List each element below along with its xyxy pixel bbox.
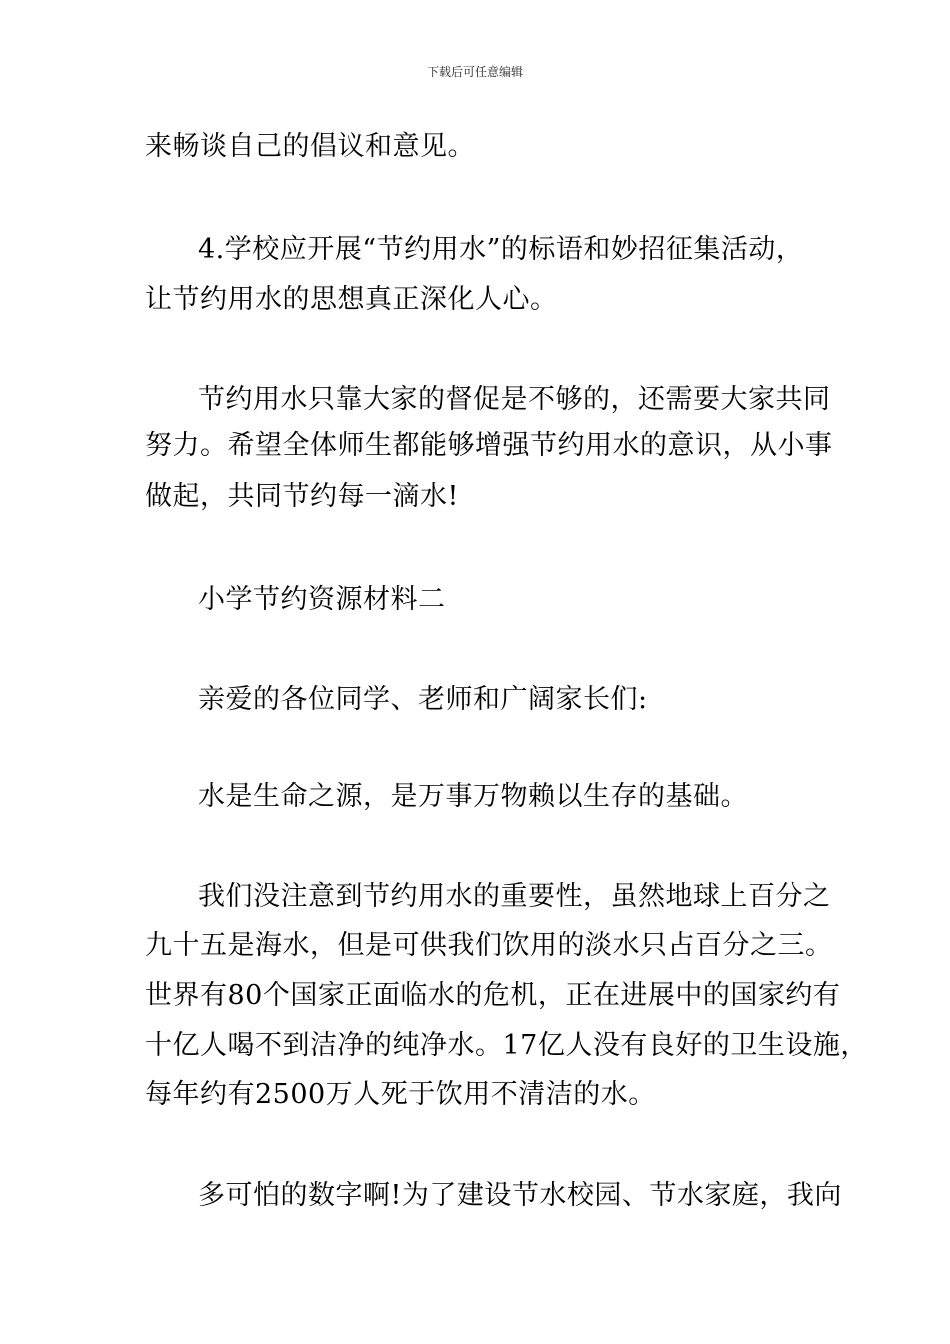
section-heading: 小学节约资源材料二 xyxy=(198,584,446,615)
text-line: 让节约用水的思想真正深化人心。 xyxy=(145,284,558,315)
text-line: 我们没注意到节约用水的重要性，虽然地球上百分之 xyxy=(198,881,831,912)
text-line: 九十五是海水，但是可供我们饮用的淡水只占百分之三。 xyxy=(145,930,833,961)
text-line: 努力。希望全体师生都能够增强节约用水的意识，从小事 xyxy=(145,430,833,461)
text-line: 做起，共同节约每一滴水! xyxy=(145,481,459,512)
text-line: 世界有80个国家正面临水的危机，正在进展中的国家约有 xyxy=(145,980,841,1011)
text-line: 每年约有2500万人死于饮用不清洁的水。 xyxy=(145,1079,656,1110)
text-line: 多可怕的数字啊!为了建设节水校园、节水家庭，我向 xyxy=(198,1180,842,1211)
text-line: 十亿人喝不到洁净的纯净水。17亿人没有良好的卫生设施， xyxy=(145,1030,868,1061)
text-line: 亲爱的各位同学、老师和广阔家长们: xyxy=(198,684,648,715)
text-line: 节约用水只靠大家的督促是不够的，还需要大家共同 xyxy=(198,384,831,415)
text-line: 来畅谈自己的倡议和意见。 xyxy=(145,131,475,162)
header-note: 下载后可任意编辑 xyxy=(426,65,523,79)
text-line: 4.学校应开展“节约用水”的标语和妙招征集活动， xyxy=(198,234,804,265)
text-line: 水是生命之源，是万事万物赖以生存的基础。 xyxy=(198,781,748,812)
